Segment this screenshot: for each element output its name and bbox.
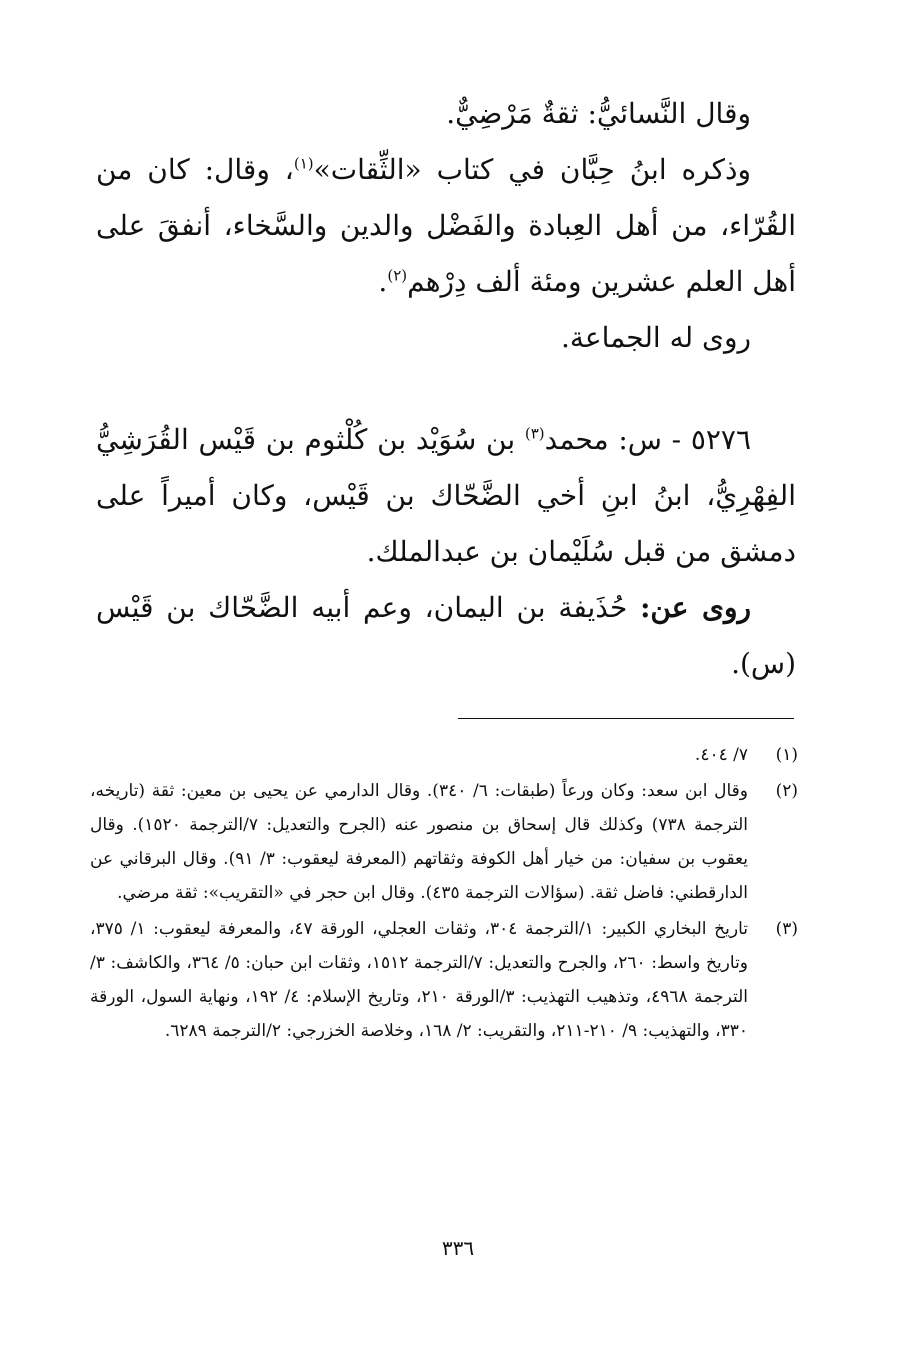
- rawa-an-label: روى عن:: [640, 591, 751, 624]
- footnote-ref-1: (١): [293, 154, 314, 173]
- footnote-number: (٢): [775, 781, 798, 801]
- footnote-ref-2: (٢): [387, 266, 408, 285]
- entry-text: بن سُوَيْد بن كُلْثوم بن قَيْس القُرَشِيُّ الفِهْرِيُّ، ابنُ ابنِ أخي الضَّحّاك بن قَيْس، وكان أميراً على دمشق من قبل سُلَيْمان بن عبدالملك.: [96, 423, 796, 568]
- entry-paragraph: [96, 412, 796, 580]
- rawa-an-paragraph: [96, 580, 796, 692]
- footnote-text: تاريخ البخاري الكبير: ١/الترجمة ٣٠٤، وثقات العجلي، الورقة ٤٧، والمعرفة ليعقوب: ١/ ٣٧٥، وتاريخ واسط: ٢٦٠، والجرح والتعديل: ٧/الترجمة ١٥١٢، وثقات ابن حبان: ٥/ ٣٦٤، والكاشف: ٣/الترجمة ٤٩٦٨، وتذهيب التهذيب: ٣/الورقة ٢١٠، وتاريخ الإسلام: ٤/ ١٩٢، ونهاية السول، الورقة ٣٣٠، والتهذيب: ٩/ ٢١٠-٢١١، والتقريب: ٢/ ١٦٨، وخلاصة الخزرجي: ٢/الترجمة ٦٢٨٩.: [90, 919, 749, 1041]
- paragraph-rawa-lahu: [96, 310, 796, 366]
- footnote-1: [90, 738, 798, 772]
- paragraph-nasai: [96, 86, 796, 142]
- ibn-hibban-end: .: [378, 265, 388, 298]
- main-text-entry: [96, 412, 796, 692]
- footnote-number: (٣): [775, 919, 798, 939]
- footnotes: [90, 738, 798, 1050]
- ibn-hibban-rest: ، وقال: كان من القُرّاء، من أهل العِبادة والفَضْل والدين والسَّخاء، أنفقَ على أهل العلم عشرين ومئة ألف دِرْهم: [96, 153, 796, 298]
- rawa-lahu-text: روى له الجماعة.: [560, 321, 751, 354]
- nasai-text: وقال النَّسائيُّ: ثقةٌ مَرْضِيٌّ.: [446, 97, 751, 130]
- footnote-3: [90, 912, 798, 1048]
- main-text-top: [96, 86, 796, 366]
- footnote-separator: [458, 718, 794, 719]
- page-number: ٣٣٦: [441, 1236, 475, 1260]
- paragraph-ibn-hibban: [96, 142, 796, 310]
- ibn-hibban-text: وذكره ابنُ حِبَّان في كتاب «الثِّقات»: [313, 153, 751, 186]
- footnote-ref-3: (٣): [524, 424, 545, 443]
- footnote-text: ٧/ ٤٠٤.: [694, 745, 748, 765]
- footnote-text: وقال ابن سعد: وكان ورعاً (طبقات: ٦/ ٣٤٠). وقال الدارمي عن يحيى بن معين: ثقة (تاريخه، الترجمة ٧٣٨) وكذلك قال إسحاق بن منصور عنه (الجرح والتعديل: ٧/الترجمة ١٥٢٠). وقال يعقوب بن سفيان: من خيار أهل الكوفة وثقاتهم (المعرفة ليعقوب: ٣/ ٩١). وقال البرقاني عن الدارقطني: فاضل ثقة. (سؤالات الترجمة ٤٣٥). وقال ابن حجر في «التقريب»: ثقة مرضي.: [90, 781, 749, 903]
- footnote-2: [90, 774, 798, 910]
- footnote-number: (١): [775, 745, 798, 765]
- rawa-an-text: حُذَيفة بن اليمان، وعم أبيه الضَّحّاك بن قَيْس (س).: [96, 591, 796, 680]
- entry-head: ٥٢٧٦ - س: محمد: [544, 423, 751, 456]
